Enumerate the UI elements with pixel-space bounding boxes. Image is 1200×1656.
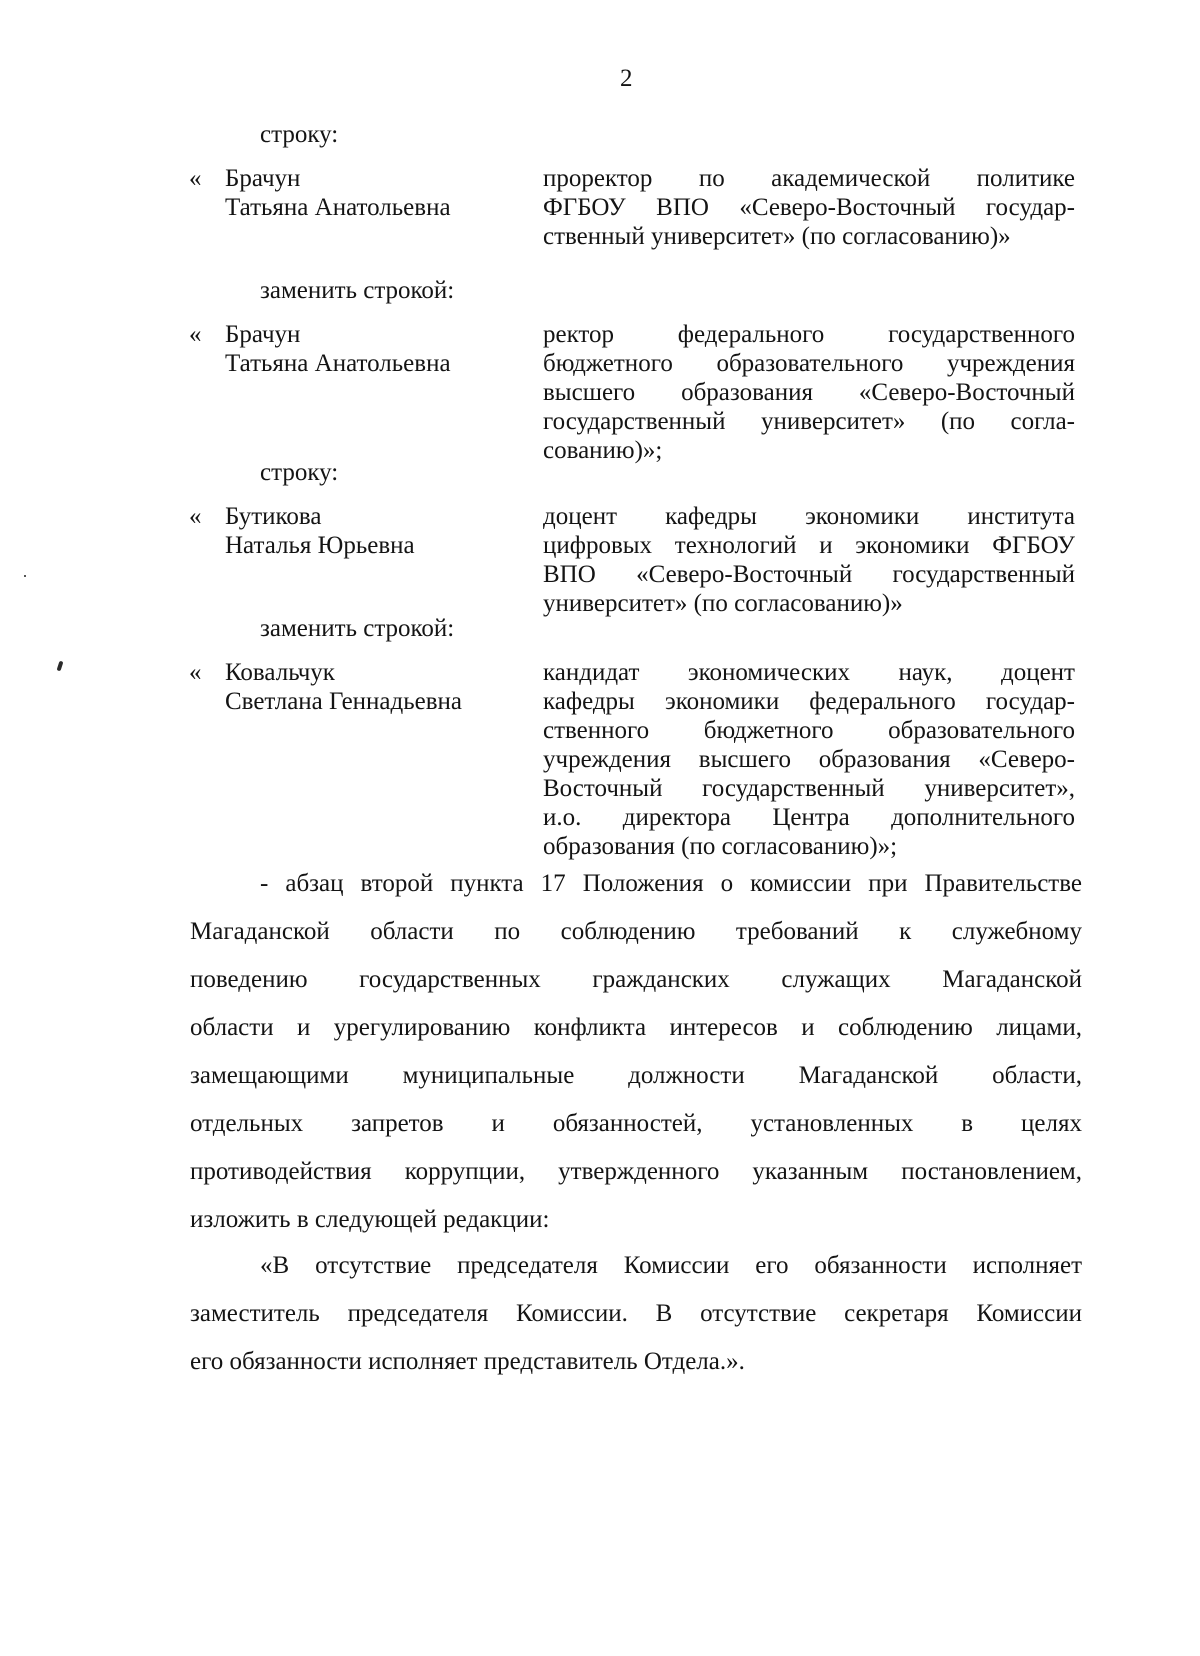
person-surname: Бутикова bbox=[225, 503, 322, 530]
opening-quote-4: « bbox=[189, 659, 202, 686]
body-paragraph-1 bbox=[190, 860, 1082, 1244]
paragraph-line: Магаданской области по соблюдению требований к служебному bbox=[190, 918, 1082, 945]
desc-line: ВПО «Северо-Восточный государственный bbox=[543, 561, 1075, 588]
paragraph-line: области и урегулированию конфликта интересов и соблюдению лицами, bbox=[190, 1014, 1082, 1041]
label-zamenit-2: заменить строкой: bbox=[260, 615, 455, 642]
desc-line: сованию)»; bbox=[543, 437, 663, 464]
person-name-3 bbox=[225, 502, 525, 560]
paragraph-line: - абзац второй пункта 17 Положения о комиссии при Правительстве bbox=[260, 870, 1082, 897]
desc-line: образования (по согласованию)»; bbox=[543, 833, 898, 860]
label-stroku-1: строку: bbox=[260, 121, 339, 148]
person-name-2 bbox=[225, 320, 525, 378]
desc-line: университет» (по согласованию)» bbox=[543, 590, 903, 617]
paragraph-line: поведению государственных гражданских служащих Магаданской bbox=[190, 966, 1082, 993]
scan-artifact-dot bbox=[24, 575, 26, 577]
person-name-1 bbox=[225, 164, 525, 222]
desc-line: бюджетного образовательного учреждения bbox=[543, 350, 1075, 377]
desc-line: учреждения высшего образования «Северо- bbox=[543, 746, 1075, 773]
paragraph-line: отдельных запретов и обязанностей, установленных в целях bbox=[190, 1110, 1082, 1137]
desc-line: государственный университет» (по согла- bbox=[543, 408, 1075, 435]
page-number: 2 bbox=[620, 65, 633, 92]
position-description-4 bbox=[543, 658, 1075, 861]
desc-line: кафедры экономики федерального государ- bbox=[543, 688, 1075, 715]
desc-line: ственного бюджетного образовательного bbox=[543, 717, 1075, 744]
paragraph-line: изложить в следующей редакции: bbox=[190, 1206, 550, 1233]
person-surname: Ковальчук bbox=[225, 659, 335, 686]
scan-artifact-mark bbox=[57, 661, 64, 672]
label-zamenit-1: заменить строкой: bbox=[260, 277, 455, 304]
position-description-3 bbox=[543, 502, 1075, 618]
opening-quote-2: « bbox=[189, 321, 202, 348]
desc-line: проректор по академической политике bbox=[543, 165, 1075, 192]
person-surname: Брачун bbox=[225, 165, 301, 192]
label-stroku-2: строку: bbox=[260, 459, 339, 486]
paragraph-line: «В отсутствие председателя Комиссии его обязанности исполняет bbox=[260, 1252, 1082, 1279]
person-given-name: Татьяна Анатольевна bbox=[225, 350, 451, 377]
desc-line: высшего образования «Северо-Восточный bbox=[543, 379, 1075, 406]
desc-line: и.о. директора Центра дополнительного bbox=[543, 804, 1075, 831]
opening-quote-1: « bbox=[189, 165, 202, 192]
body-paragraph-2 bbox=[190, 1242, 1082, 1386]
paragraph-line: противодействия коррупции, утвержденного указанным постановлением, bbox=[190, 1158, 1082, 1185]
desc-line: Восточный государственный университет», bbox=[543, 775, 1075, 802]
desc-line: цифровых технологий и экономики ФГБОУ bbox=[543, 532, 1075, 559]
person-name-4 bbox=[225, 658, 525, 716]
desc-line: доцент кафедры экономики института bbox=[543, 503, 1075, 530]
person-given-name: Татьяна Анатольевна bbox=[225, 194, 451, 221]
desc-line: ректор федерального государственного bbox=[543, 321, 1075, 348]
position-description-2 bbox=[543, 320, 1075, 465]
person-surname: Брачун bbox=[225, 321, 301, 348]
desc-line: ственный университет» (по согласованию)» bbox=[543, 223, 1011, 250]
paragraph-line: заместитель председателя Комиссии. В отсутствие секретаря Комиссии bbox=[190, 1300, 1082, 1327]
person-given-name: Светлана Геннадьевна bbox=[225, 688, 463, 715]
desc-line: кандидат экономических наук, доцент bbox=[543, 659, 1075, 686]
person-given-name: Наталья Юрьевна bbox=[225, 532, 415, 559]
opening-quote-3: « bbox=[189, 503, 202, 530]
paragraph-line: замещающими муниципальные должности Магаданской области, bbox=[190, 1062, 1082, 1089]
position-description-1 bbox=[543, 164, 1075, 251]
desc-line: ФГБОУ ВПО «Северо-Восточный государ- bbox=[543, 194, 1075, 221]
paragraph-line: его обязанности исполняет представитель Отдела.». bbox=[190, 1348, 745, 1375]
